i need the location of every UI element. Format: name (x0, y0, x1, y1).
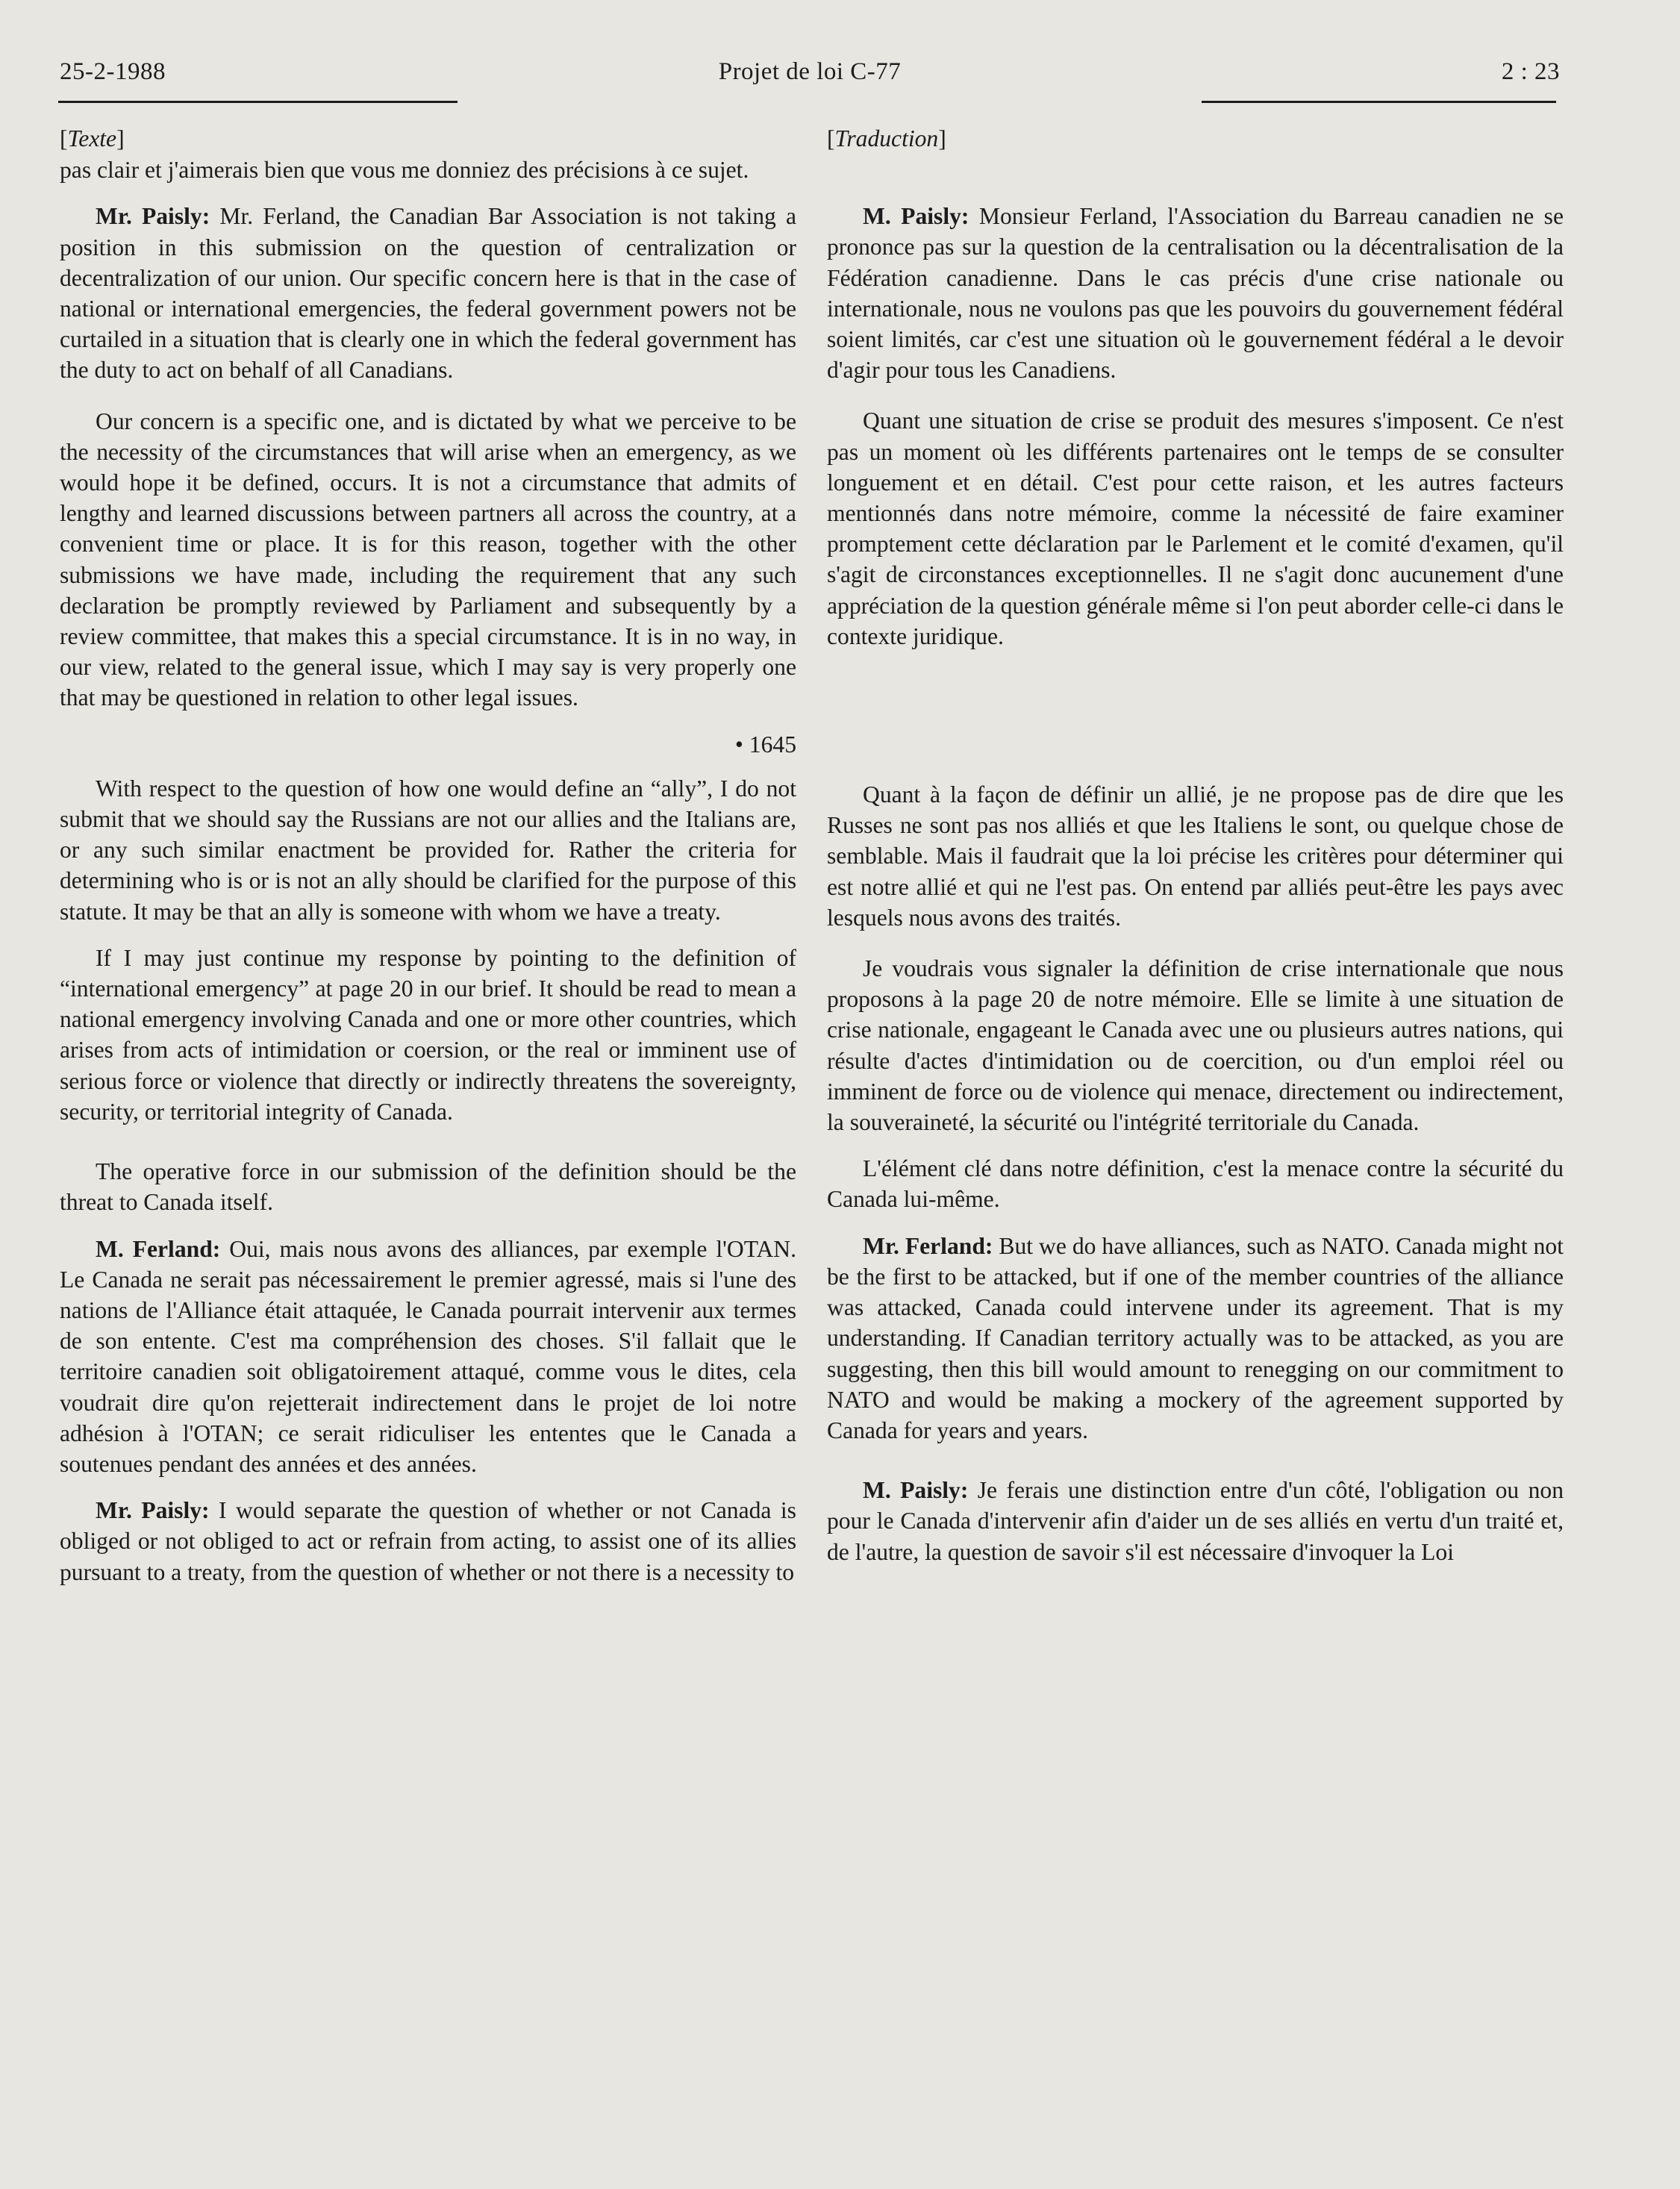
speaker-name: M. Paisly: (863, 1477, 969, 1504)
left-column (60, 123, 796, 1603)
speech-ferland-1 (60, 1234, 796, 1480)
speech-text: Mr. Ferland, the Canadian Bar Association is not taking a position in this submission on the question of centralization or decentralization of our union. Our specific concern here is that in the case of national or international emergencies, the federal government powers not be curtailed in a situation that is clearly one in which the federal government has the duty to act on behalf of all Canadians. (60, 203, 796, 384)
speech-paisly-1 (60, 201, 796, 385)
speech-text: Monsieur Ferland, l'Association du Barreau canadien ne se prononce pas sur la question de la centralisation ou la décentralisation de la Fédération canadienne. Dans le cas précis d'une crise nationale ou internationale, nous ne voulons pas que les pouvoirs du gouvernement fédéral soient limités, car c'est une situation où le gouvernement fédéral a le devoir d'agir pour tous les Canadiens. (827, 203, 1564, 384)
speech-ferland-en-1 (827, 1231, 1564, 1446)
speech-text: I would separate the question of whether or not Canada is obliged or not obliged to act or refrain from acting, to assist one of its allies pursuant to a treaty, from the question of whether or not there is a necessity to (60, 1497, 796, 1585)
speaker-name: M. Ferland: (96, 1235, 221, 1262)
speech-paisly-2 (60, 1495, 796, 1587)
speaker-name: Mr. Ferland: (863, 1232, 993, 1259)
paragraph: Je voudrais vous signaler la définition de crise internationale que nous proposons à la page 20 de notre mémoire. Elle se limite à une situation de crise nationale, engageant le Canada avec une ou plusieurs autres nations, qui résulte d'actes d'intimidation ou de coercition, ou d'un emploi réel ou imminent de force ou de violence qui menace, directement ou indirectement, la souveraineté, la sécurité ou l'intégrité territoriale du Canada. (827, 955, 1564, 1136)
header-title: Projet de loi C-77 (718, 58, 902, 85)
header-rule-right (1202, 101, 1556, 103)
paragraph: Quant à la façon de définir un allié, je ne propose pas de dire que les Russes ne sont pas nos alliés et que les Italiens le sont, ou quelque chose de semblable. Mais il faudrait que la loi précise les critères pour déterminer qui est notre allié et qui ne l'est pas. On entend par alliés peut-être les pays avec lesquels nous avons des traités. (827, 781, 1564, 931)
column-label-texte: [Texte] (60, 125, 125, 152)
right-column (827, 123, 1564, 1583)
speech-paisly-fr-2 (827, 1475, 1564, 1567)
page-header (60, 58, 1560, 103)
speech-text: But we do have alliances, such as NATO. Canada might not be the first to be attacked, but if one of the member countries of the alliance was attacked, Canada could intervene under its agreement. That is my understanding. If Canadian territory actually was to be attacked, as you are suggesting, then this bill would amount to renegging on our commitment to NATO and would be making a mockery of the agreement supported by Canada for years and years. (827, 1232, 1564, 1443)
paragraph: With respect to the question of how one would define an “ally”, I do not submit that we should say the Russians are not our allies and the Italians are, or any such similar enactment be provided for. Rather the criteria for determining who is or is not an ally should be clarified for the purpose of this statute. It may be that an ally is someone with whom we have a treaty. (60, 775, 796, 925)
header-date: 25-2-1988 (60, 58, 166, 85)
header-rule-left (58, 101, 458, 103)
paragraph: pas clair et j'aimerais bien que vous me donniez des précisions à ce sujet. (60, 157, 749, 184)
speaker-name: Mr. Paisly: (96, 1497, 210, 1524)
column-label-traduction: [Traduction] (827, 125, 946, 152)
paragraph: Our concern is a specific one, and is dictated by what we perceive to be the necessity of the circumstances that will arise when an emergency, as we would hope it be defined, occurs. It is not a circumstance that admits of lengthy and learned discussions between partners all across the country, at a convenient time or place. It is for this reason, together with the other submissions we have made, including the requirement that any such declaration be promptly reviewed by Parliament and subsequently by a review committee, that makes this a special circumstance. It is in no way, in our view, related to the general issue, which I may say is very properly one that may be questioned in relation to other legal issues. (60, 407, 796, 711)
speech-text: Oui, mais nous avons des alliances, par exemple l'OTAN. Le Canada ne serait pas nécessairement le premier agressé, mais si l'une des nations de l'Alliance était attaquée, le Canada pourrait intervenir aux termes de son entente. C'est ma compréhension des choses. S'il fallait que le territoire canadien soit obligatoirement attaqué, comme vous le dites, cela voudrait dire qu'on rejetterait indirectement dans le projet de loi notre adhésion à l'OTAN; ce serait ridiculiser les ententes que le Canada a soutenues pendant des années et des années. (60, 1235, 796, 1477)
header-page-number: 2 : 23 (1501, 58, 1560, 85)
paragraph: Quant une situation de crise se produit des mesures s'imposent. Ce n'est pas un moment où les différents partenaires ont le temps de se consulter longuement et en détail. C'est pour cette raison, et les autres facteurs mentionnés dans notre mémoire, comme la nécessité de faire examiner promptement cette déclaration par le Parlement et le comité d'examen, qu'il s'agit de circonstances exceptionnelles. Il ne s'agit donc aucunement d'une appréciation de la question générale même si l'on peut aborder celle-ci dans le contexte juridique. (827, 407, 1564, 649)
speaker-name: M. Paisly: (863, 203, 969, 230)
paragraph: If I may just continue my response by pointing to the definition of “international emergency” at page 20 in our brief. It should be read to mean a national emergency involving Canada and one or more other countries, which arises from acts of intimidation or coersion, or the real or imminent use of serious force or violence that directly or indirectly threatens the sovereignty, security, or territorial integrity of Canada. (60, 944, 796, 1125)
speech-text: Je ferais une distinction entre d'un côté, l'obligation ou non pour le Canada d'intervenir afin d'aider un de ses alliés en vertu d'un traité et, de l'autre, la question de savoir s'il est nécessaire d'invoquer la Loi (827, 1477, 1564, 1565)
timestamp: • 1645 (734, 731, 796, 758)
paragraph: The operative force in our submission of the definition should be the threat to Canada itself. (60, 1158, 796, 1216)
paragraph: L'élément clé dans notre définition, c'est la menace contre la sécurité du Canada lui-même. (827, 1155, 1564, 1213)
speaker-name: Mr. Paisly: (96, 203, 210, 230)
speech-paisly-fr-1 (827, 201, 1564, 385)
